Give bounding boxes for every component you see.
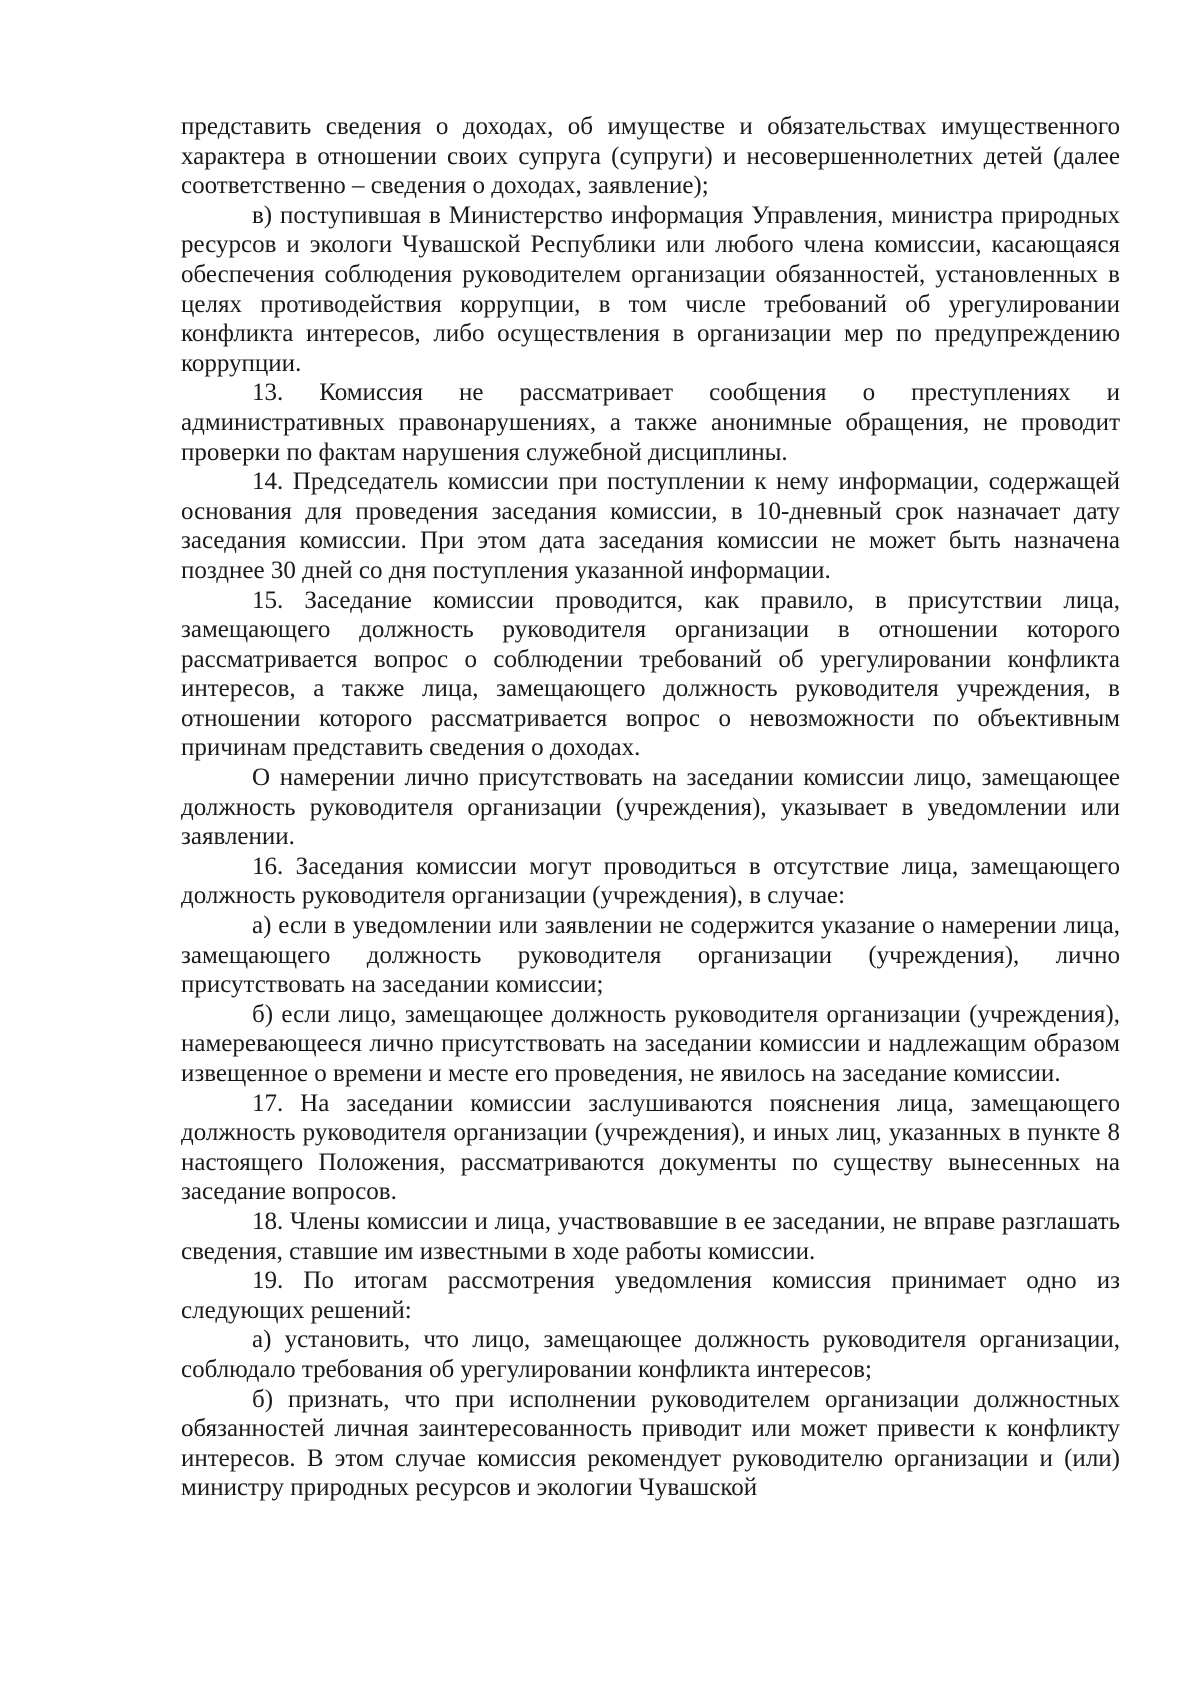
paragraph-income-statement: представить сведения о доходах, об имуществе и обязательствах имущественного характера в отношении своих супруга (супруги) и несовершеннолетних детей (далее соответственно – сведения о доходах, заявление); [181, 113, 1120, 200]
paragraph-intention: О намерении лично присутствовать на заседании комиссии лицо, замещающее должность руководителя организации (учреждения), указывает в уведомлении или заявлении. [181, 764, 1120, 851]
paragraph-19: 19. По итогам рассмотрения уведомления комиссия принимает одно из следующих решений: [181, 1267, 1120, 1324]
paragraph-item-v: в) поступившая в Министерство информация Управления, министра природных ресурсов и экологи Чувашской Республики или любого члена комиссии, касающаяся обеспечения соблюдения руководителем организации обязанностей, установленных в целях противодействия коррупции, в том числе требований об урегулировании конфликта интересов, либо осуществления в организации мер по предупреждению коррупции. [181, 201, 1120, 377]
paragraph-14: 14. Председатель комиссии при поступлении к нему информации, содержащей основания для проведения заседания комиссии, в 10-дневный срок назначает дату заседания комиссии. При этом дата заседания комиссии не может быть назначена позднее 30 дней со дня поступления указанной информации. [181, 468, 1120, 584]
paragraph-13: 13. Комиссия не рассматривает сообщения о преступлениях и административных правонарушениях, а также анонимные обращения, не проводит проверки по фактам нарушения служебной дисциплины. [181, 379, 1120, 466]
paragraph-15: 15. Заседание комиссии проводится, как правило, в присутствии лица, замещающего должность руководителя организации в отношении которого рассматривается вопрос о соблюдении требований об урегулировании конфликта интересов, а также лица, замещающего должность руководителя учреждения, в отношении которого рассматривается вопрос о невозможности по объективным причинам представить сведения о доходах. [181, 586, 1120, 762]
paragraph-16: 16. Заседания комиссии могут проводиться в отсутствие лица, замещающего должность руководителя организации (учреждения), в случае: [181, 852, 1120, 910]
paragraph-18: 18. Члены комиссии и лица, участвовавшие в ее заседании, не вправе разглашать сведения, ставшие им известными в ходе работы комиссии. [181, 1207, 1120, 1265]
document-page [181, 112, 1120, 1503]
paragraph-16-b: б) если лицо, замещающее должность руководителя организации (учреждения), намеревающееся лично присутствовать на заседании комиссии и надлежащим образом извещенное о времени и месте его проведения, не явилось на заседание комиссии. [181, 1000, 1120, 1087]
paragraph-19-a: а) установить, что лицо, замещающее должность руководителя организации, соблюдало требования об урегулировании конфликта интересов; [181, 1326, 1120, 1383]
paragraph-16-a: а) если в уведомлении или заявлении не содержится указание о намерении лица, замещающего должность руководителя организации (учреждения), лично присутствовать на заседании комиссии; [181, 912, 1120, 999]
paragraph-17: 17. На заседании комиссии заслушиваются пояснения лица, замещающего должность руководителя организации (учреждения), и иных лиц, указанных в пункте 8 настоящего Положения, рассматриваются документы по существу вынесенных на заседание вопросов. [181, 1089, 1120, 1206]
paragraph-19-b: б) признать, что при исполнении руководителем организации должностных обязанностей личная заинтересованность приводит или может привести к конфликту интересов. В этом случае комиссия рекомендует руководителю организации и (или) министру природных ресурсов и экологии Чувашской [181, 1385, 1120, 1502]
